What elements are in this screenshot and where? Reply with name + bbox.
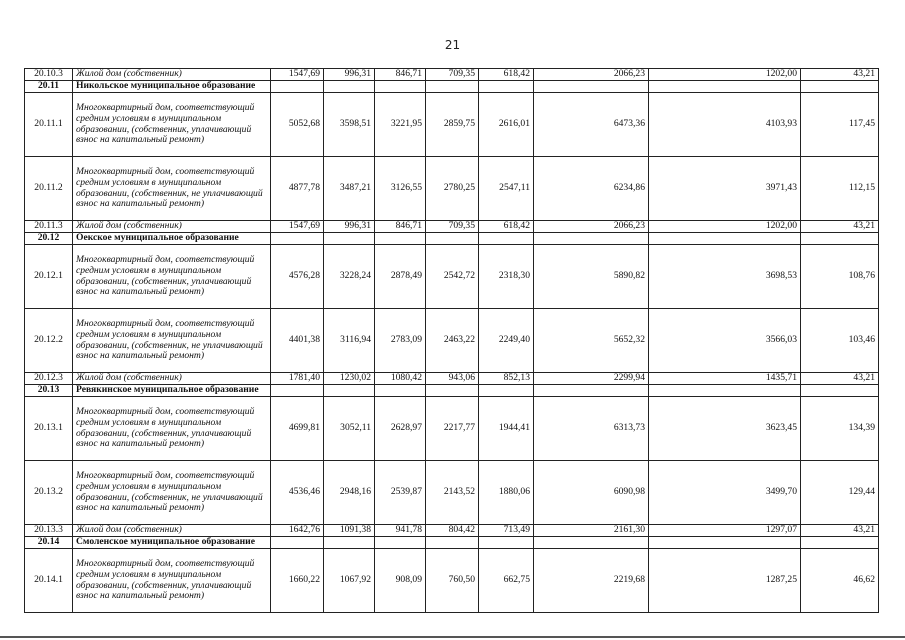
scan-edge-line [0, 636, 905, 638]
section-name: Никольское муниципальное образование [73, 81, 271, 93]
value-cell: 1880,06 [479, 461, 534, 525]
table-row [25, 461, 879, 525]
value-cell: 2066,23 [534, 69, 649, 81]
value-cell: 4576,28 [271, 245, 324, 309]
section-name: Оекское муниципальное образование [73, 233, 271, 245]
row-description: Жилой дом (собственник) [73, 373, 271, 385]
empty-cell [649, 81, 801, 93]
tariff-table [24, 68, 879, 613]
row-code: 20.14.1 [25, 549, 73, 613]
value-cell: 134,39 [801, 397, 879, 461]
value-cell: 996,31 [324, 221, 375, 233]
empty-cell [426, 233, 479, 245]
value-cell: 2161,30 [534, 525, 649, 537]
empty-cell [426, 81, 479, 93]
value-cell: 4877,78 [271, 157, 324, 221]
value-cell: 112,15 [801, 157, 879, 221]
value-cell: 662,75 [479, 549, 534, 613]
row-code: 20.11.3 [25, 221, 73, 233]
empty-cell [801, 385, 879, 397]
empty-cell [479, 385, 534, 397]
value-cell: 3116,94 [324, 309, 375, 373]
table-row [25, 373, 879, 385]
value-cell: 46,62 [801, 549, 879, 613]
value-cell: 117,45 [801, 93, 879, 157]
value-cell: 846,71 [375, 221, 426, 233]
value-cell: 2628,97 [375, 397, 426, 461]
value-cell: 709,35 [426, 221, 479, 233]
value-cell: 2616,01 [479, 93, 534, 157]
value-cell: 3499,70 [649, 461, 801, 525]
row-code: 20.11.1 [25, 93, 73, 157]
empty-cell [479, 81, 534, 93]
table-row [25, 549, 879, 613]
table-row [25, 221, 879, 233]
empty-cell [324, 81, 375, 93]
value-cell: 2878,49 [375, 245, 426, 309]
table-row [25, 397, 879, 461]
value-cell: 5052,68 [271, 93, 324, 157]
value-cell: 3698,53 [649, 245, 801, 309]
value-cell: 996,31 [324, 69, 375, 81]
value-cell: 43,21 [801, 373, 879, 385]
value-cell: 1091,38 [324, 525, 375, 537]
value-cell: 5890,82 [534, 245, 649, 309]
table-row [25, 93, 879, 157]
value-cell: 2539,87 [375, 461, 426, 525]
empty-cell [375, 81, 426, 93]
empty-cell [324, 385, 375, 397]
value-cell: 3228,24 [324, 245, 375, 309]
value-cell: 108,76 [801, 245, 879, 309]
row-description: Многоквартирный дом, соответствующий средним условиям в муниципальном образовании, (собственник, уплачивающий взнос на капитальный ремонт) [73, 93, 271, 157]
value-cell: 804,42 [426, 525, 479, 537]
section-header-row [25, 233, 879, 245]
value-cell: 846,71 [375, 69, 426, 81]
value-cell: 1202,00 [649, 221, 801, 233]
value-cell: 2542,72 [426, 245, 479, 309]
empty-cell [375, 233, 426, 245]
row-description: Многоквартирный дом, соответствующий средним условиям в муниципальном образовании, (собственник, уплачивающий взнос на капитальный ремонт) [73, 245, 271, 309]
table-row [25, 309, 879, 373]
value-cell: 1080,42 [375, 373, 426, 385]
value-cell: 3566,03 [649, 309, 801, 373]
value-cell: 6234,86 [534, 157, 649, 221]
value-cell: 43,21 [801, 525, 879, 537]
value-cell: 2948,16 [324, 461, 375, 525]
row-code: 20.13.1 [25, 397, 73, 461]
section-code: 20.14 [25, 537, 73, 549]
value-cell: 2463,22 [426, 309, 479, 373]
value-cell: 2249,40 [479, 309, 534, 373]
empty-cell [649, 385, 801, 397]
empty-cell [479, 233, 534, 245]
value-cell: 618,42 [479, 221, 534, 233]
value-cell: 1781,40 [271, 373, 324, 385]
value-cell: 2219,68 [534, 549, 649, 613]
value-cell: 6090,98 [534, 461, 649, 525]
value-cell: 3971,43 [649, 157, 801, 221]
value-cell: 1230,02 [324, 373, 375, 385]
empty-cell [649, 537, 801, 549]
value-cell: 2780,25 [426, 157, 479, 221]
empty-cell [271, 385, 324, 397]
table-row [25, 245, 879, 309]
table-row [25, 157, 879, 221]
value-cell: 4103,93 [649, 93, 801, 157]
value-cell: 1547,69 [271, 69, 324, 81]
empty-cell [649, 233, 801, 245]
value-cell: 1642,76 [271, 525, 324, 537]
section-header-row [25, 385, 879, 397]
row-description: Многоквартирный дом, соответствующий средним условиям в муниципальном образовании, (собственник, уплачивающий взнос на капитальный ремонт) [73, 397, 271, 461]
empty-cell [801, 233, 879, 245]
empty-cell [534, 233, 649, 245]
empty-cell [375, 537, 426, 549]
value-cell: 6473,36 [534, 93, 649, 157]
value-cell: 2299,94 [534, 373, 649, 385]
value-cell: 852,13 [479, 373, 534, 385]
value-cell: 1067,92 [324, 549, 375, 613]
value-cell: 1297,07 [649, 525, 801, 537]
table-row [25, 69, 879, 81]
value-cell: 2783,09 [375, 309, 426, 373]
value-cell: 2547,11 [479, 157, 534, 221]
value-cell: 4401,38 [271, 309, 324, 373]
value-cell: 3487,21 [324, 157, 375, 221]
empty-cell [534, 385, 649, 397]
page-number: 21 [444, 38, 461, 52]
empty-cell [534, 537, 649, 549]
tariff-table-body [25, 69, 879, 613]
empty-cell [801, 81, 879, 93]
row-description: Многоквартирный дом, соответствующий средним условиям в муниципальном образовании, (собственник, не уплачивающий взнос на капитальный ремонт) [73, 309, 271, 373]
empty-cell [426, 385, 479, 397]
empty-cell [324, 233, 375, 245]
value-cell: 1944,41 [479, 397, 534, 461]
value-cell: 1435,71 [649, 373, 801, 385]
row-code: 20.13.2 [25, 461, 73, 525]
value-cell: 713,49 [479, 525, 534, 537]
row-description: Жилой дом (собственник) [73, 69, 271, 81]
row-code: 20.12.3 [25, 373, 73, 385]
table-row [25, 525, 879, 537]
value-cell: 941,78 [375, 525, 426, 537]
row-description: Многоквартирный дом, соответствующий средним условиям в муниципальном образовании, (собственник, не уплачивающий взнос на капитальный ремонт) [73, 157, 271, 221]
empty-cell [479, 537, 534, 549]
value-cell: 43,21 [801, 221, 879, 233]
value-cell: 943,06 [426, 373, 479, 385]
value-cell: 43,21 [801, 69, 879, 81]
value-cell: 3598,51 [324, 93, 375, 157]
row-code: 20.10.3 [25, 69, 73, 81]
section-name: Смоленское муниципальное образование [73, 537, 271, 549]
value-cell: 908,09 [375, 549, 426, 613]
value-cell: 103,46 [801, 309, 879, 373]
value-cell: 618,42 [479, 69, 534, 81]
value-cell: 3126,55 [375, 157, 426, 221]
empty-cell [534, 81, 649, 93]
empty-cell [271, 233, 324, 245]
row-description: Многоквартирный дом, соответствующий средним условиям в муниципальном образовании, (собственник, уплачивающий взнос на капитальный ремонт) [73, 549, 271, 613]
value-cell: 4699,81 [271, 397, 324, 461]
row-description: Жилой дом (собственник) [73, 221, 271, 233]
section-code: 20.13 [25, 385, 73, 397]
section-name: Ревякинское муниципальное образование [73, 385, 271, 397]
empty-cell [271, 81, 324, 93]
row-description: Жилой дом (собственник) [73, 525, 271, 537]
row-code: 20.12.1 [25, 245, 73, 309]
value-cell: 3052,11 [324, 397, 375, 461]
section-code: 20.11 [25, 81, 73, 93]
section-header-row [25, 81, 879, 93]
value-cell: 709,35 [426, 69, 479, 81]
value-cell: 6313,73 [534, 397, 649, 461]
empty-cell [801, 537, 879, 549]
empty-cell [271, 537, 324, 549]
row-code: 20.12.2 [25, 309, 73, 373]
value-cell: 2066,23 [534, 221, 649, 233]
value-cell: 2143,52 [426, 461, 479, 525]
value-cell: 2217,77 [426, 397, 479, 461]
empty-cell [426, 537, 479, 549]
value-cell: 2859,75 [426, 93, 479, 157]
value-cell: 5652,32 [534, 309, 649, 373]
section-header-row [25, 537, 879, 549]
value-cell: 1660,22 [271, 549, 324, 613]
value-cell: 3221,95 [375, 93, 426, 157]
value-cell: 1202,00 [649, 69, 801, 81]
empty-cell [375, 385, 426, 397]
row-code: 20.13.3 [25, 525, 73, 537]
value-cell: 1547,69 [271, 221, 324, 233]
value-cell: 4536,46 [271, 461, 324, 525]
empty-cell [324, 537, 375, 549]
row-code: 20.11.2 [25, 157, 73, 221]
section-code: 20.12 [25, 233, 73, 245]
value-cell: 3623,45 [649, 397, 801, 461]
value-cell: 2318,30 [479, 245, 534, 309]
value-cell: 1287,25 [649, 549, 801, 613]
value-cell: 129,44 [801, 461, 879, 525]
row-description: Многоквартирный дом, соответствующий средним условиям в муниципальном образовании, (собственник, не уплачивающий взнос на капитальный ремонт) [73, 461, 271, 525]
value-cell: 760,50 [426, 549, 479, 613]
